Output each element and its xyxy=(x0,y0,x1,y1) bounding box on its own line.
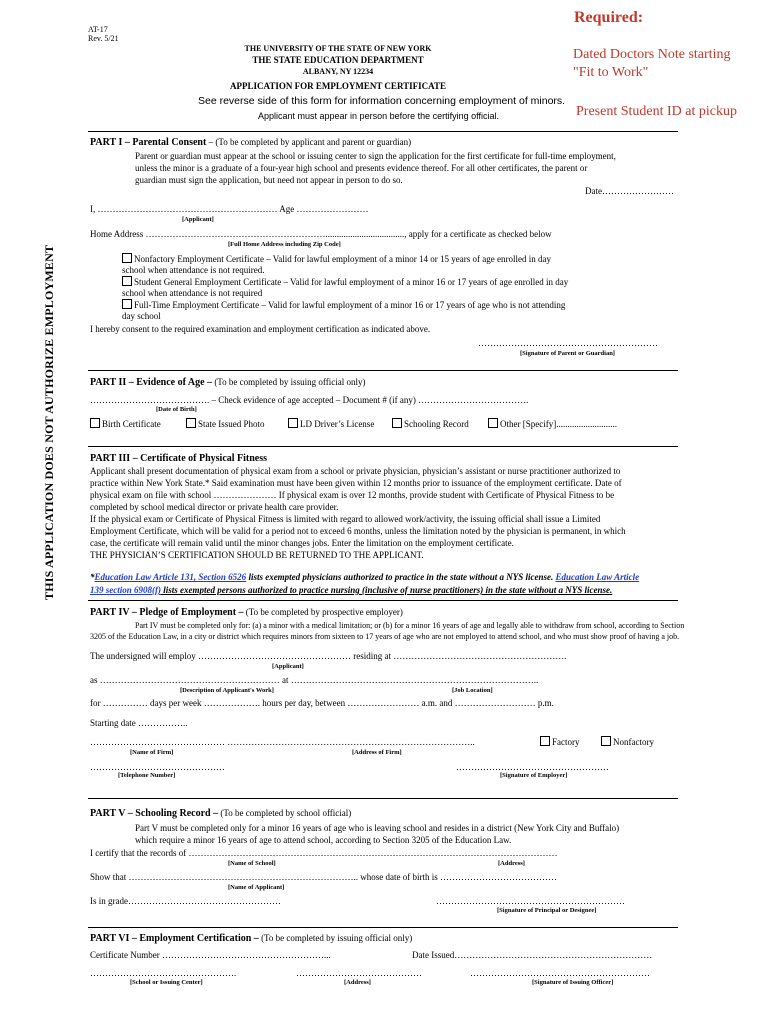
principal-signature-field[interactable]: ……………………………………………………… xyxy=(436,896,625,906)
divider xyxy=(88,600,678,601)
drivers-license-label: LD Driver’s License xyxy=(300,419,375,429)
part4-note: 3205 of the Education Law, in a city or district which requires minors from sixteen to 17 years of age who are not employed to attend school, and who must show proof of having a job. xyxy=(90,632,680,641)
part4-heading xyxy=(90,607,403,618)
part3-text-line: practice within New York State.* Said examination must have been given within 12 months prior to issuance of the employment certificate. Date of xyxy=(90,478,622,488)
nonfactory-checkbox[interactable] xyxy=(122,253,132,263)
required-fit-to-work: "Fit to Work" xyxy=(573,65,649,80)
part1-text-line: unless the minor is a graduate of a four-year high school and presents evidence thereof. For all other certificates, the parent or xyxy=(135,163,588,173)
evidence-schooling-record[interactable] xyxy=(392,418,469,429)
issuing-center-field[interactable]: …………………………………………. xyxy=(90,968,237,978)
see-reverse-note: See reverse side of this form for information concerning employment of minors. xyxy=(198,95,566,107)
option-continuation: school when attendance is not required. xyxy=(122,265,265,275)
divider xyxy=(88,370,678,371)
part3-text-line: case, the certificate will remain valid until the minor changes jobs. Enter the limitation on the employment certificate. xyxy=(90,538,514,548)
full-time-option[interactable] xyxy=(122,299,565,310)
law-note-text: lists exempted physicians authorized to practice in the state without a NYS license. xyxy=(246,572,556,582)
applicant-age-field[interactable]: I, …………………………………………………… Age …………………… xyxy=(90,204,369,214)
factory-label: Factory xyxy=(552,737,580,747)
nonfactory-option[interactable] xyxy=(122,253,551,264)
physical-exam-date-field[interactable]: physical exam on file with school ………………… If physical exam is over 12 months, provide student with Certificate of Physical Fitness to be xyxy=(90,490,615,500)
part3-title: PART III – Certificate of Physical Fitness xyxy=(90,453,268,464)
issuing-address-field[interactable]: …………………………………… xyxy=(296,968,422,978)
required-doctor-note: Dated Doctors Note starting xyxy=(573,47,731,62)
school-records-field[interactable]: I certify that the records of …………………………………………………………………………………………………………… xyxy=(90,848,558,858)
issuing-center-label: [School or Issuing Center] xyxy=(130,979,203,986)
grade-field[interactable]: Is in grade…………………………………………… xyxy=(90,896,281,906)
form-title: APPLICATION FOR EMPLOYMENT CERTIFICATE xyxy=(230,81,446,91)
telephone-field[interactable]: ……………………………………… xyxy=(90,762,225,772)
evidence-birth-certificate[interactable] xyxy=(90,418,161,429)
part1-title: PART I – Parental Consent xyxy=(90,137,207,148)
work-location-field[interactable]: as …………………………………………………… at ……………………………………………………………………….. xyxy=(90,675,539,685)
option-continuation: day school xyxy=(122,311,161,321)
state-photo-label: State Issued Photo xyxy=(198,419,265,429)
date-issued-field[interactable]: Date Issued………………………………………………………… xyxy=(412,950,653,960)
part5-note: which require a minor 16 years of age to attend school, according to Section 3205 of the Education Law. xyxy=(135,835,512,845)
law-note-text: lists exempted persons authorized to practice nursing (inclusive of nurse practitioners) in the state without a NYS license. xyxy=(161,585,613,595)
divider xyxy=(88,927,678,928)
firm-name-address-field[interactable]: ……………………………………… ……………………………………………………………………….. xyxy=(90,737,475,747)
evidence-other[interactable] xyxy=(488,418,617,429)
consent-statement: I hereby consent to the required examination and employment certification as indicated above. xyxy=(90,324,431,334)
part3-text-line: THE PHYSICIAN’S CERTIFICATION SHOULD BE RETURNED TO THE APPLICANT. xyxy=(90,550,424,560)
part1-text-line: Parent or guardian must appear at the school or issuing center to sign the application for the first certificate for full-time employment, xyxy=(135,151,616,161)
parent-signature-label: [Signature of Parent or Guardian] xyxy=(520,350,615,357)
work-description-label: [Description of Applicant's Work] xyxy=(180,687,274,694)
part1-text-line: guardian must sign the application, but need not appear in person to do so. xyxy=(135,175,403,185)
law-link-6908[interactable]: 139 section 6908(f) xyxy=(90,585,161,595)
part1-heading xyxy=(90,137,411,148)
part2-heading xyxy=(90,377,365,388)
full-time-checkbox[interactable] xyxy=(122,299,132,309)
schooling-record-label: Schooling Record xyxy=(404,419,469,429)
nonfactory-type-option[interactable] xyxy=(601,736,654,747)
issuing-address-label: [Address] xyxy=(344,979,371,986)
law-note-asterisk: * xyxy=(90,572,95,582)
applicant-label: [Applicant] xyxy=(182,216,214,223)
dob-document-field[interactable]: …………………………………. – Check evidence of age accepted – Document # (if any) ………………………………. xyxy=(90,395,529,405)
full-time-label: Full-Time Employment Certificate – Valid for lawful employment of a minor 16 or 17 years of age who is not attending xyxy=(134,300,566,310)
part5-title: PART V – Schooling Record – xyxy=(90,808,219,819)
part6-subtitle: (To be completed by issuing official only) xyxy=(258,933,413,943)
part6-heading xyxy=(90,933,412,944)
applicant-label: [Applicant] xyxy=(272,663,304,670)
university-name: THE UNIVERSITY OF THE STATE OF NEW YORK xyxy=(244,44,432,53)
issuing-officer-signature-label: [Signature of Issuing Officer] xyxy=(532,979,614,986)
home-address-label: [Full Home Address including Zip Code] xyxy=(228,241,341,248)
part1-subtitle: – (To be completed by applicant and parent or guardian) xyxy=(206,137,412,147)
nonfactory-type-label: Nonfactory xyxy=(613,737,654,747)
home-address-field[interactable]: Home Address ……………………………………………………..................................., apply for a certificate as checked below xyxy=(90,229,552,239)
firm-address-label: [Address of Firm] xyxy=(352,749,402,756)
part4-note: Part IV must be completed only for: (a) a minor with a medical limitation; or (b) for a minor 16 years of age and legally able to withdraw from school, according to Section xyxy=(135,621,685,630)
divider xyxy=(88,446,678,447)
factory-option[interactable] xyxy=(540,736,580,747)
part3-text-line: Employment Certificate, which will be valid for a period not to exceed 6 months, unless the limitation noted by the physician is permanent, in which xyxy=(90,526,626,536)
student-general-option[interactable] xyxy=(122,276,568,287)
part2-title: PART II – Evidence of Age – xyxy=(90,377,213,388)
issuing-officer-signature-field[interactable]: …………………………………………………… xyxy=(470,968,650,978)
part1-date-field[interactable]: Date…………………… xyxy=(585,186,674,196)
employer-signature-field[interactable]: …………………………………………… xyxy=(456,762,609,772)
hours-field[interactable]: for …………… days per week ………………. hours per day, between …………………… a.m. and ……………………… p.m. xyxy=(90,698,554,708)
birth-certificate-label: Birth Certificate xyxy=(102,419,161,429)
part4-title: PART IV – Pledge of Employment – xyxy=(90,607,244,618)
part5-note: Part V must be completed only for a minor 16 years of age who is leaving school and resides in a district (New York City and Buffalo) xyxy=(135,823,620,833)
sideways-disclaimer: THIS APPLICATION DOES NOT AUTHORIZE EMPLOYMENT xyxy=(42,244,56,600)
school-name-label: [Name of School] xyxy=(228,860,276,867)
part6-title: PART VI – Employment Certification – xyxy=(90,933,259,944)
required-student-id: Present Student ID at pickup xyxy=(576,104,737,119)
divider xyxy=(88,131,678,132)
parent-signature-field[interactable]: …………………………………………………… xyxy=(478,338,658,348)
divider xyxy=(88,798,678,799)
evidence-drivers-license[interactable] xyxy=(288,418,374,429)
dob-label: [Date of Birth] xyxy=(156,406,197,413)
part5-heading xyxy=(90,808,351,819)
birth-certificate-checkbox[interactable] xyxy=(90,418,100,428)
law-note-line1 xyxy=(90,572,639,582)
in-person-note: Applicant must appear in person before the certifying official. xyxy=(258,111,499,121)
factory-checkbox[interactable] xyxy=(540,736,550,746)
part3-text-line: Applicant shall present documentation of physical exam from a school or private physician, physician’s assistant or nurse practitioner authorized to xyxy=(90,466,621,476)
telephone-label: [Telephone Number] xyxy=(118,772,176,779)
part5-subtitle: (To be completed by school official) xyxy=(218,808,352,818)
applicant-name-label: [Name of Applicant] xyxy=(228,884,285,891)
employ-applicant-field[interactable]: The undersigned will employ …………………………………………… residing at …………………………………………………. xyxy=(90,651,567,661)
nonfactory-label: Nonfactory Employment Certificate – Valid for lawful employment of a minor 14 or 15 years of age enrolled in day xyxy=(134,254,551,264)
law-note-line2 xyxy=(90,585,612,595)
job-location-label: [Job Location] xyxy=(452,687,493,694)
other-label: Other [Specify]........................... xyxy=(500,419,617,429)
schooling-record-checkbox[interactable] xyxy=(392,418,402,428)
starting-date-field[interactable]: Starting date …………….. xyxy=(90,718,188,728)
required-heading: Required: xyxy=(574,9,644,26)
firm-name-label: [Name of Firm] xyxy=(130,749,174,756)
part2-subtitle: (To be completed by issuing official only) xyxy=(212,377,366,387)
state-photo-checkbox[interactable] xyxy=(186,418,196,428)
student-general-checkbox[interactable] xyxy=(122,276,132,286)
other-checkbox[interactable] xyxy=(488,418,498,428)
nonfactory-type-checkbox[interactable] xyxy=(601,736,611,746)
option-continuation: school when attendance is not required xyxy=(122,288,263,298)
form-revision: Rev. 5/21 xyxy=(88,34,119,43)
applicant-dob-field[interactable]: Show that ………………………………………………………………….. whose date of birth is ………………………………… xyxy=(90,872,557,882)
law-link-6526[interactable]: Education Law Article 131, Section 6526 xyxy=(94,572,247,582)
employer-signature-label: [Signature of Employer] xyxy=(500,772,568,779)
student-general-label: Student General Employment Certificate – Valid for lawful employment of a minor 16 or 17 years of age enrolled in day xyxy=(134,277,569,287)
department-name: THE STATE EDUCATION DEPARTMENT xyxy=(252,55,424,65)
city-address: ALBANY, NY 12234 xyxy=(302,67,374,76)
law-link-article-139[interactable]: Education Law Article xyxy=(555,572,640,582)
school-address-label: [Address] xyxy=(498,860,525,867)
certificate-number-field[interactable]: Certificate Number ………………………………………………... xyxy=(90,950,331,960)
part3-text-line: If the physical exam or Certificate of Physical Fitness is limited with regard to allowed work/activity, the issuing official shall issue a Limited xyxy=(90,514,601,524)
part3-text-line: completed by school medical director or private health care provider. xyxy=(90,502,339,512)
part4-subtitle: (To be completed by prospective employer) xyxy=(243,607,403,617)
drivers-license-checkbox[interactable] xyxy=(288,418,298,428)
form-id: AT-17 xyxy=(88,25,108,34)
principal-signature-label: [Signature of Principal or Designee] xyxy=(497,907,597,914)
evidence-state-photo[interactable] xyxy=(186,418,265,429)
